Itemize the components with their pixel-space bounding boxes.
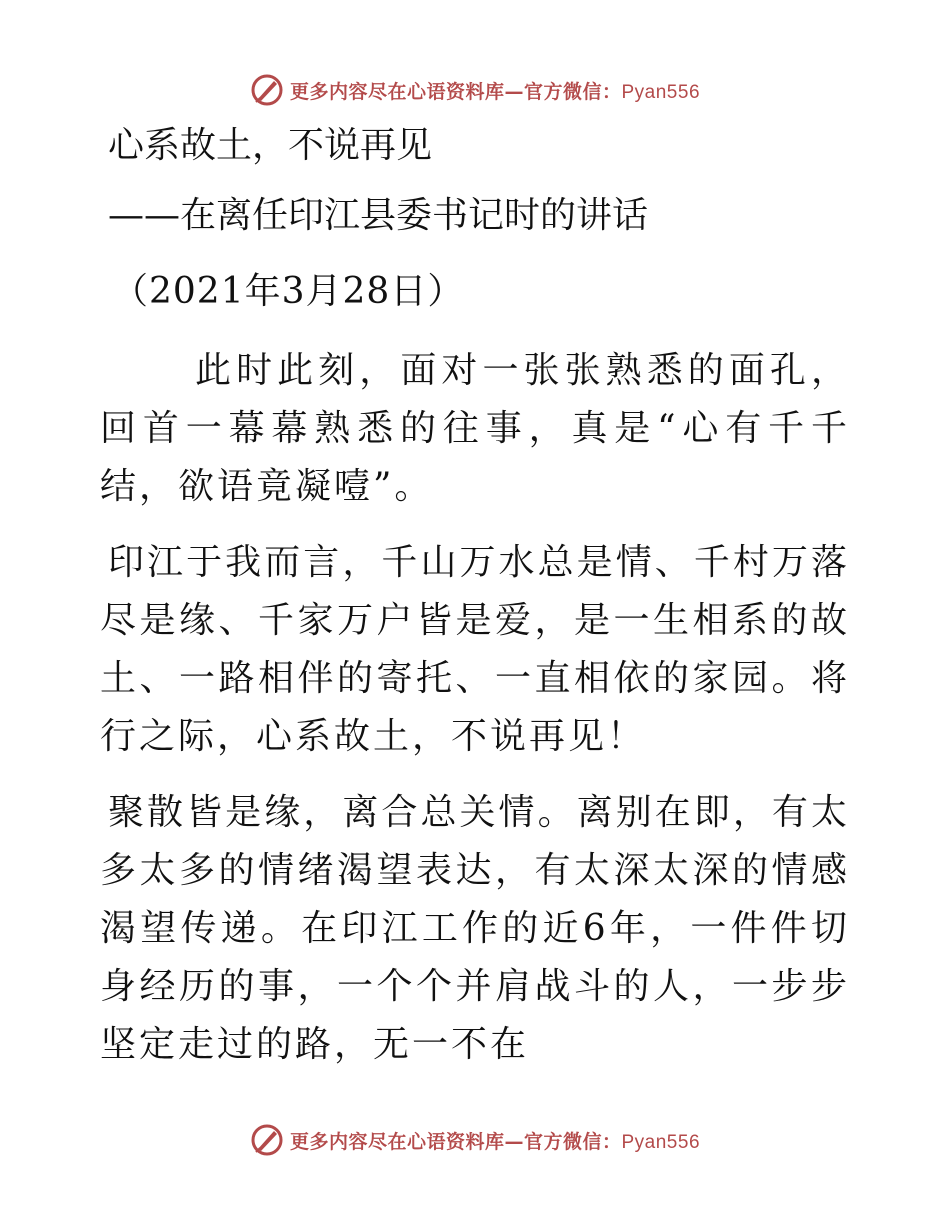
quill-logo-icon bbox=[250, 73, 284, 107]
watermark-text bbox=[290, 1127, 700, 1154]
watermark-wechat-id: Pyan556 bbox=[621, 81, 701, 103]
document-body bbox=[100, 118, 850, 1074]
watermark-label: 更多内容尽在心语资料库—官方微信： bbox=[289, 80, 622, 103]
document-subtitle: ——在离任印江县委书记时的讲话 bbox=[108, 195, 649, 236]
watermark-text bbox=[290, 77, 700, 104]
watermark-label: 更多内容尽在心语资料库—官方微信： bbox=[289, 1130, 622, 1153]
paragraph-1: 此时此刻，面对一张张熟悉的面孔，回首一幕幕熟悉的往事，真是“心有千千结，欲语竟凝噎”。 bbox=[100, 350, 850, 507]
quill-logo-icon bbox=[250, 1123, 284, 1157]
document-date: （2021年3月28日） bbox=[112, 271, 465, 312]
document-title: 心系故土，不说再见 bbox=[108, 125, 433, 166]
paragraph-3: 聚散皆是缘，离合总关情。离别在即，有太多太多的情绪渴望表达，有太深太深的情感渴望传递。在印江工作的近6年，一件件切身经历的事，一个个并肩战斗的人，一步步坚定走过的路，无一不在 bbox=[100, 792, 850, 1065]
header-watermark bbox=[0, 70, 950, 110]
watermark-wechat-id: Pyan556 bbox=[621, 1131, 701, 1153]
footer-watermark bbox=[0, 1120, 950, 1160]
paragraph-2: 印江于我而言，千山万水总是情、千村万落尽是缘、千家万户皆是爱，是一生相系的故土、一路相伴的寄托、一直相依的家园。将行之际，心系故土，不说再见！ bbox=[100, 542, 850, 757]
